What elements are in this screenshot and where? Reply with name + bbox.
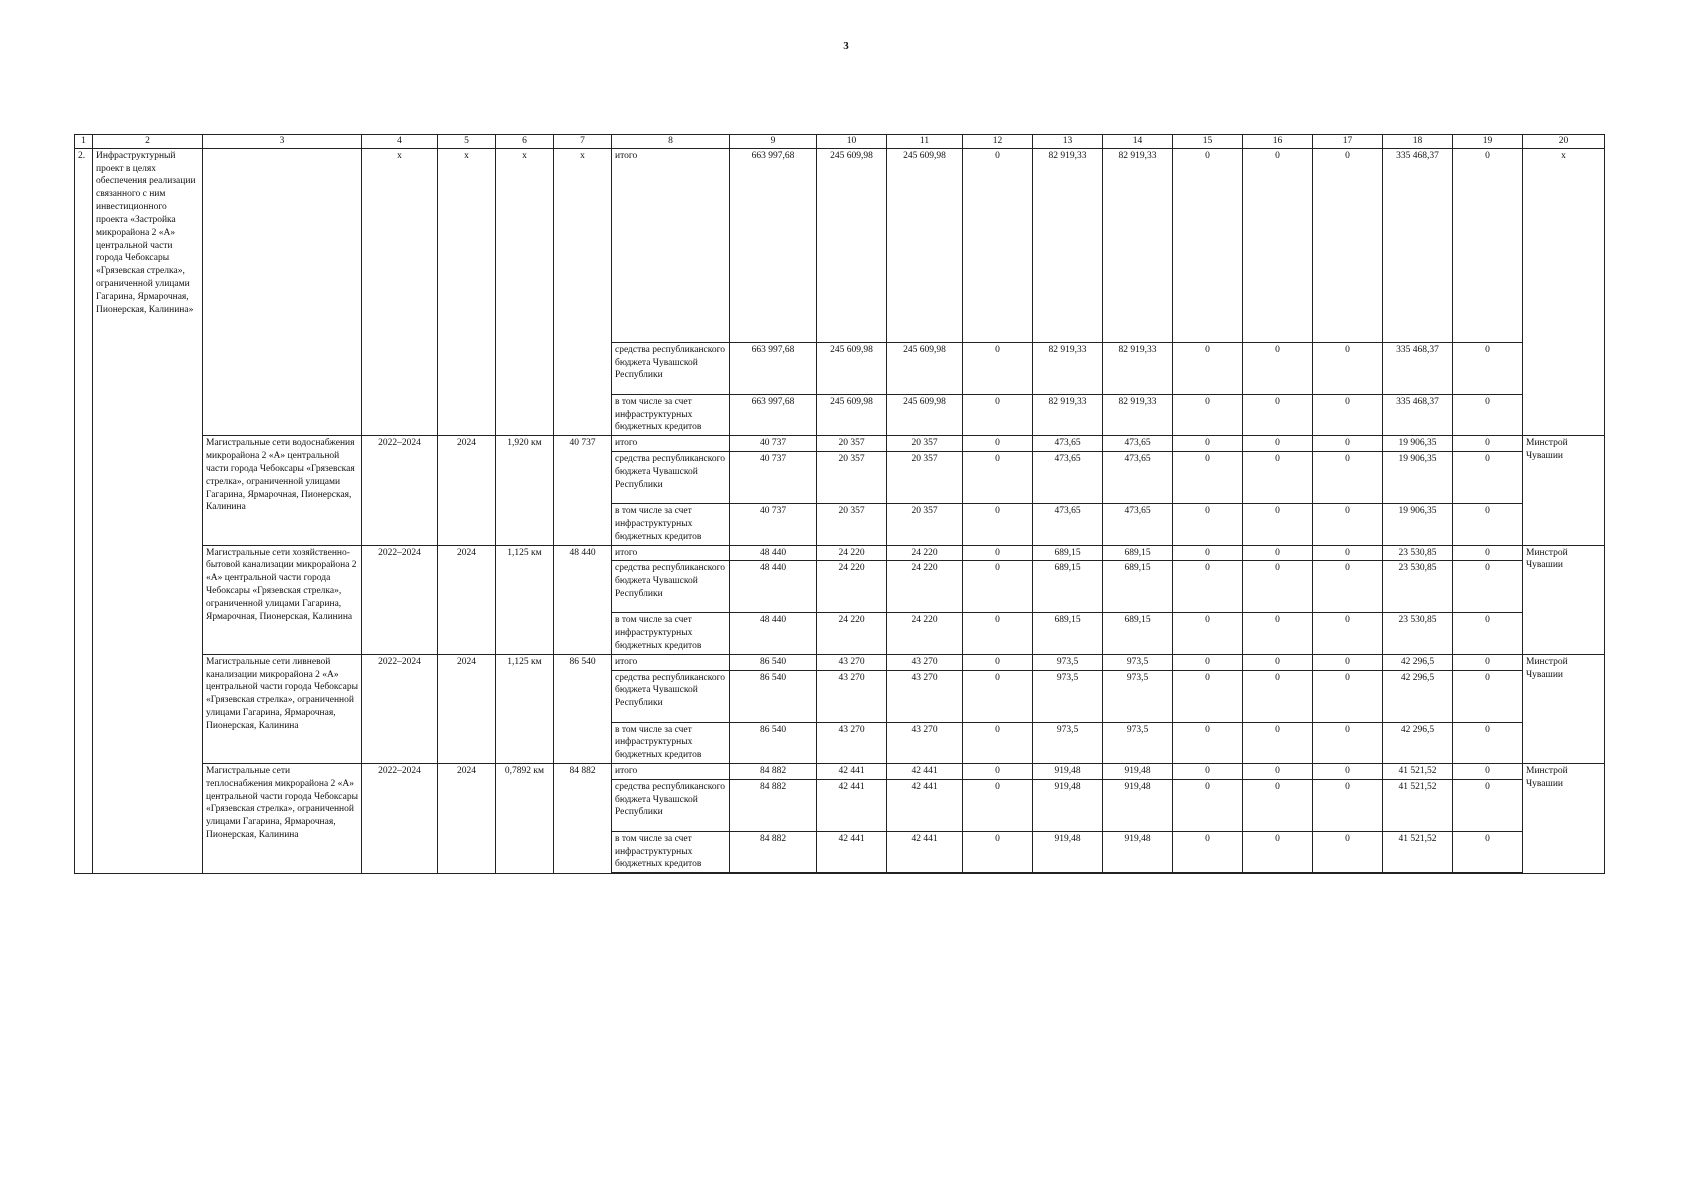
value-cell-col-9: 84 882 — [730, 764, 817, 780]
value-cell-col-16: 0 — [1243, 654, 1313, 670]
value-cell-col-19: 0 — [1453, 452, 1523, 504]
object-agency: Минстрой Чувашии — [1523, 654, 1605, 763]
value-cell-col-9: 48 440 — [730, 545, 817, 561]
project-row-total — [75, 148, 1605, 342]
value-cell-col-9: 40 737 — [730, 452, 817, 504]
value-cell-col-17: 0 — [1313, 452, 1383, 504]
value-cell-col-13: 82 919,33 — [1033, 342, 1103, 394]
value-cell-col-15: 0 — [1173, 831, 1243, 873]
value-cell-col-19: 0 — [1453, 561, 1523, 613]
column-number-3: 3 — [203, 135, 362, 149]
value-cell-col-11: 43 270 — [887, 654, 963, 670]
value-cell-col-19: 0 — [1453, 342, 1523, 394]
value-cell-col-19: 0 — [1453, 436, 1523, 452]
value-cell-col-10: 245 609,98 — [817, 148, 887, 342]
funding-label: итого — [612, 654, 730, 670]
value-cell-col-14: 973,5 — [1103, 722, 1173, 763]
value-cell-col-16: 0 — [1243, 342, 1313, 394]
column-number-5: 5 — [438, 135, 496, 149]
value-cell-col-11: 245 609,98 — [887, 148, 963, 342]
value-cell-col-18: 335 468,37 — [1383, 342, 1453, 394]
value-cell-col-9: 86 540 — [730, 654, 817, 670]
value-cell-col-11: 20 357 — [887, 452, 963, 504]
value-cell-col-10: 42 441 — [817, 764, 887, 780]
value-cell-col-15: 0 — [1173, 764, 1243, 780]
value-cell-col-18: 41 521,52 — [1383, 831, 1453, 873]
value-cell-col-18: 335 468,37 — [1383, 148, 1453, 342]
value-cell-col-14: 689,15 — [1103, 545, 1173, 561]
value-cell-col-15: 0 — [1173, 613, 1243, 654]
value-cell-col-11: 42 441 — [887, 831, 963, 873]
value-cell-col-11: 43 270 — [887, 670, 963, 722]
value-cell-col-14: 82 919,33 — [1103, 148, 1173, 342]
value-cell-col-10: 24 220 — [817, 545, 887, 561]
value-cell-col-17: 0 — [1313, 779, 1383, 831]
value-cell-col-12: 0 — [963, 561, 1033, 613]
value-cell-col-19: 0 — [1453, 654, 1523, 670]
value-cell-col-17: 0 — [1313, 764, 1383, 780]
column-number-1: 1 — [75, 135, 93, 149]
value-cell-col-16: 0 — [1243, 561, 1313, 613]
object-cost: 40 737 — [554, 436, 612, 545]
value-cell-col-10: 42 441 — [817, 779, 887, 831]
column-number-15: 15 — [1173, 135, 1243, 149]
value-cell-col-13: 473,65 — [1033, 504, 1103, 545]
object-4-row-total — [75, 764, 1605, 780]
value-cell-col-16: 0 — [1243, 779, 1313, 831]
value-cell-col-11: 24 220 — [887, 561, 963, 613]
column-number-11: 11 — [887, 135, 963, 149]
value-cell-col-10: 42 441 — [817, 831, 887, 873]
value-cell-col-18: 335 468,37 — [1383, 394, 1453, 435]
value-cell-col-13: 689,15 — [1033, 545, 1103, 561]
object-cost: 86 540 — [554, 654, 612, 763]
value-cell-col-17: 0 — [1313, 148, 1383, 342]
value-cell-col-11: 245 609,98 — [887, 394, 963, 435]
value-cell-col-10: 245 609,98 — [817, 342, 887, 394]
value-cell-col-13: 973,5 — [1033, 722, 1103, 763]
value-cell-col-15: 0 — [1173, 779, 1243, 831]
value-cell-col-13: 689,15 — [1033, 561, 1103, 613]
object-2-row-total — [75, 545, 1605, 561]
value-cell-col-17: 0 — [1313, 670, 1383, 722]
value-cell-col-14: 689,15 — [1103, 561, 1173, 613]
funding-label: в том числе за счет инфраструктурных бюджетных кредитов — [612, 831, 730, 873]
funding-label: итого — [612, 764, 730, 780]
value-cell-col-10: 20 357 — [817, 452, 887, 504]
value-cell-col-17: 0 — [1313, 722, 1383, 763]
value-cell-col-14: 973,5 — [1103, 670, 1173, 722]
funding-label: средства республиканского бюджета Чувашской Республики — [612, 779, 730, 831]
value-cell-col-13: 82 919,33 — [1033, 394, 1103, 435]
object-year: 2024 — [438, 545, 496, 654]
value-cell-col-19: 0 — [1453, 613, 1523, 654]
project-c5: x — [438, 148, 496, 435]
funding-label: средства республиканского бюджета Чувашской Республики — [612, 561, 730, 613]
value-cell-col-12: 0 — [963, 452, 1033, 504]
value-cell-col-9: 40 737 — [730, 436, 817, 452]
value-cell-col-10: 24 220 — [817, 561, 887, 613]
object-capacity: 0,7892 км — [496, 764, 554, 874]
value-cell-col-10: 20 357 — [817, 504, 887, 545]
value-cell-col-15: 0 — [1173, 722, 1243, 763]
project-empty-c3 — [203, 148, 362, 435]
value-cell-col-10: 43 270 — [817, 670, 887, 722]
column-number-row — [75, 135, 1605, 149]
value-cell-col-16: 0 — [1243, 452, 1313, 504]
value-cell-col-9: 663 997,68 — [730, 148, 817, 342]
value-cell-col-16: 0 — [1243, 670, 1313, 722]
value-cell-col-18: 19 906,35 — [1383, 504, 1453, 545]
project-c20: x — [1523, 148, 1605, 435]
object-period: 2022–2024 — [362, 545, 438, 654]
value-cell-col-14: 82 919,33 — [1103, 394, 1173, 435]
value-cell-col-14: 473,65 — [1103, 504, 1173, 545]
value-cell-col-19: 0 — [1453, 722, 1523, 763]
project-c6: x — [496, 148, 554, 435]
value-cell-col-13: 689,15 — [1033, 613, 1103, 654]
value-cell-col-9: 663 997,68 — [730, 342, 817, 394]
value-cell-col-16: 0 — [1243, 764, 1313, 780]
object-period: 2022–2024 — [362, 654, 438, 763]
value-cell-col-15: 0 — [1173, 670, 1243, 722]
value-cell-col-18: 42 296,5 — [1383, 670, 1453, 722]
value-cell-col-16: 0 — [1243, 504, 1313, 545]
funding-label: в том числе за счет инфраструктурных бюджетных кредитов — [612, 613, 730, 654]
value-cell-col-13: 973,5 — [1033, 670, 1103, 722]
value-cell-col-16: 0 — [1243, 722, 1313, 763]
object-agency: Минстрой Чувашии — [1523, 436, 1605, 545]
value-cell-col-11: 42 441 — [887, 779, 963, 831]
value-cell-col-15: 0 — [1173, 452, 1243, 504]
value-cell-col-14: 473,65 — [1103, 436, 1173, 452]
page-number: 3 — [843, 40, 849, 52]
value-cell-col-14: 689,15 — [1103, 613, 1173, 654]
value-cell-col-18: 23 530,85 — [1383, 613, 1453, 654]
value-cell-col-18: 19 906,35 — [1383, 452, 1453, 504]
funding-label: итого — [612, 148, 730, 342]
object-name: Магистральные сети хозяйственно-бытовой канализации микрорайона 2 «А» центральной части города Чебоксары «Грязевская стрелка», ограниченной улицами Гагарина, Ярмарочная, Пионерская, Калинина — [203, 545, 362, 654]
value-cell-col-9: 48 440 — [730, 561, 817, 613]
value-cell-col-15: 0 — [1173, 148, 1243, 342]
value-cell-col-14: 973,5 — [1103, 654, 1173, 670]
value-cell-col-11: 245 609,98 — [887, 342, 963, 394]
value-cell-col-15: 0 — [1173, 394, 1243, 435]
value-cell-col-17: 0 — [1313, 436, 1383, 452]
column-number-14: 14 — [1103, 135, 1173, 149]
value-cell-col-9: 84 882 — [730, 779, 817, 831]
value-cell-col-14: 82 919,33 — [1103, 342, 1173, 394]
value-cell-col-14: 919,48 — [1103, 779, 1173, 831]
row-number: 2. — [75, 148, 93, 873]
value-cell-col-14: 919,48 — [1103, 831, 1173, 873]
value-cell-col-18: 42 296,5 — [1383, 654, 1453, 670]
value-cell-col-12: 0 — [963, 831, 1033, 873]
value-cell-col-19: 0 — [1453, 504, 1523, 545]
column-number-19: 19 — [1453, 135, 1523, 149]
value-cell-col-17: 0 — [1313, 545, 1383, 561]
value-cell-col-19: 0 — [1453, 779, 1523, 831]
object-1-row-total — [75, 436, 1605, 452]
value-cell-col-13: 919,48 — [1033, 764, 1103, 780]
value-cell-col-12: 0 — [963, 504, 1033, 545]
value-cell-col-16: 0 — [1243, 394, 1313, 435]
object-capacity: 1,125 км — [496, 654, 554, 763]
object-cost: 84 882 — [554, 764, 612, 874]
value-cell-col-13: 473,65 — [1033, 436, 1103, 452]
value-cell-col-10: 24 220 — [817, 613, 887, 654]
value-cell-col-12: 0 — [963, 613, 1033, 654]
value-cell-col-16: 0 — [1243, 436, 1313, 452]
value-cell-col-11: 20 357 — [887, 504, 963, 545]
object-year: 2024 — [438, 436, 496, 545]
value-cell-col-9: 40 737 — [730, 504, 817, 545]
value-cell-col-12: 0 — [963, 342, 1033, 394]
column-number-6: 6 — [496, 135, 554, 149]
budget-table-wrapper — [74, 134, 1604, 874]
value-cell-col-17: 0 — [1313, 613, 1383, 654]
value-cell-col-17: 0 — [1313, 654, 1383, 670]
funding-label: итого — [612, 436, 730, 452]
value-cell-col-19: 0 — [1453, 148, 1523, 342]
value-cell-col-15: 0 — [1173, 504, 1243, 545]
value-cell-col-17: 0 — [1313, 394, 1383, 435]
value-cell-col-13: 973,5 — [1033, 654, 1103, 670]
value-cell-col-15: 0 — [1173, 561, 1243, 613]
value-cell-col-11: 43 270 — [887, 722, 963, 763]
column-number-12: 12 — [963, 135, 1033, 149]
project-name: Инфраструктурный проект в целях обеспечения реализации связанного с ним инвестиционного проекта «Застройка микрорайона 2 «А» центральной части города Чебоксары «Грязевская стрелка», ограниченной улицами Гагарина, Ярмарочная, Пионерская, Калинина» — [93, 148, 203, 873]
value-cell-col-18: 41 521,52 — [1383, 764, 1453, 780]
value-cell-col-12: 0 — [963, 545, 1033, 561]
value-cell-col-16: 0 — [1243, 831, 1313, 873]
column-number-18: 18 — [1383, 135, 1453, 149]
value-cell-col-10: 20 357 — [817, 436, 887, 452]
value-cell-col-12: 0 — [963, 670, 1033, 722]
value-cell-col-15: 0 — [1173, 545, 1243, 561]
value-cell-col-11: 20 357 — [887, 436, 963, 452]
value-cell-col-15: 0 — [1173, 654, 1243, 670]
value-cell-col-13: 919,48 — [1033, 779, 1103, 831]
value-cell-col-14: 473,65 — [1103, 452, 1173, 504]
value-cell-col-9: 663 997,68 — [730, 394, 817, 435]
value-cell-col-17: 0 — [1313, 831, 1383, 873]
value-cell-col-16: 0 — [1243, 613, 1313, 654]
value-cell-col-18: 23 530,85 — [1383, 561, 1453, 613]
value-cell-col-13: 473,65 — [1033, 452, 1103, 504]
object-3-row-total — [75, 654, 1605, 670]
value-cell-col-9: 48 440 — [730, 613, 817, 654]
value-cell-col-9: 84 882 — [730, 831, 817, 873]
value-cell-col-10: 43 270 — [817, 722, 887, 763]
column-number-20: 20 — [1523, 135, 1605, 149]
value-cell-col-17: 0 — [1313, 504, 1383, 545]
column-number-17: 17 — [1313, 135, 1383, 149]
value-cell-col-19: 0 — [1453, 764, 1523, 780]
value-cell-col-14: 919,48 — [1103, 764, 1173, 780]
column-number-13: 13 — [1033, 135, 1103, 149]
value-cell-col-18: 42 296,5 — [1383, 722, 1453, 763]
value-cell-col-15: 0 — [1173, 342, 1243, 394]
value-cell-col-16: 0 — [1243, 545, 1313, 561]
value-cell-col-9: 86 540 — [730, 722, 817, 763]
value-cell-col-18: 19 906,35 — [1383, 436, 1453, 452]
value-cell-col-12: 0 — [963, 394, 1033, 435]
value-cell-col-19: 0 — [1453, 394, 1523, 435]
value-cell-col-11: 24 220 — [887, 545, 963, 561]
value-cell-col-15: 0 — [1173, 436, 1243, 452]
funding-label: итого — [612, 545, 730, 561]
column-number-2: 2 — [93, 135, 203, 149]
column-number-10: 10 — [817, 135, 887, 149]
column-number-16: 16 — [1243, 135, 1313, 149]
value-cell-col-12: 0 — [963, 148, 1033, 342]
object-name: Магистральные сети ливневой канализации микрорайона 2 «А» центральной части города Чебоксары «Грязевская стрелка», ограниченной улицами Гагарина, Ярмарочная, Пионерская, Калинина — [203, 654, 362, 763]
funding-label: средства республиканского бюджета Чувашской Республики — [612, 670, 730, 722]
object-agency: Минстрой Чувашии — [1523, 545, 1605, 654]
funding-label: средства республиканского бюджета Чувашской Республики — [612, 342, 730, 394]
column-number-7: 7 — [554, 135, 612, 149]
funding-label: средства республиканского бюджета Чувашской Республики — [612, 452, 730, 504]
value-cell-col-19: 0 — [1453, 670, 1523, 722]
value-cell-col-17: 0 — [1313, 561, 1383, 613]
object-name: Магистральные сети теплоснабжения микрорайона 2 «А» центральной части города Чебоксары «Грязевская стрелка», ограниченной улицами Гагарина, Ярмарочная, Пионерская, Калинина — [203, 764, 362, 874]
value-cell-col-19: 0 — [1453, 831, 1523, 873]
object-period: 2022–2024 — [362, 764, 438, 874]
value-cell-col-18: 41 521,52 — [1383, 779, 1453, 831]
value-cell-col-13: 82 919,33 — [1033, 148, 1103, 342]
column-number-8: 8 — [612, 135, 730, 149]
value-cell-col-12: 0 — [963, 764, 1033, 780]
object-name: Магистральные сети водоснабжения микрорайона 2 «А» центральной части города Чебоксары «Грязевская стрелка», ограниченной улицами Гагарина, Ярмарочная, Пионерская, Калинина — [203, 436, 362, 545]
value-cell-col-16: 0 — [1243, 148, 1313, 342]
value-cell-col-18: 23 530,85 — [1383, 545, 1453, 561]
project-c7: x — [554, 148, 612, 435]
value-cell-col-10: 43 270 — [817, 654, 887, 670]
value-cell-col-9: 86 540 — [730, 670, 817, 722]
object-cost: 48 440 — [554, 545, 612, 654]
value-cell-col-12: 0 — [963, 779, 1033, 831]
value-cell-col-12: 0 — [963, 654, 1033, 670]
column-number-4: 4 — [362, 135, 438, 149]
value-cell-col-12: 0 — [963, 436, 1033, 452]
object-period: 2022–2024 — [362, 436, 438, 545]
project-c4: x — [362, 148, 438, 435]
value-cell-col-10: 245 609,98 — [817, 394, 887, 435]
object-year: 2024 — [438, 654, 496, 763]
column-number-9: 9 — [730, 135, 817, 149]
object-agency: Минстрой Чувашии — [1523, 764, 1605, 874]
value-cell-col-11: 24 220 — [887, 613, 963, 654]
value-cell-col-13: 919,48 — [1033, 831, 1103, 873]
value-cell-col-17: 0 — [1313, 342, 1383, 394]
object-year: 2024 — [438, 764, 496, 874]
value-cell-col-19: 0 — [1453, 545, 1523, 561]
object-capacity: 1,125 км — [496, 545, 554, 654]
value-cell-col-11: 42 441 — [887, 764, 963, 780]
funding-label: в том числе за счет инфраструктурных бюджетных кредитов — [612, 722, 730, 763]
value-cell-col-12: 0 — [963, 722, 1033, 763]
funding-label: в том числе за счет инфраструктурных бюджетных кредитов — [612, 394, 730, 435]
object-capacity: 1,920 км — [496, 436, 554, 545]
funding-label: в том числе за счет инфраструктурных бюджетных кредитов — [612, 504, 730, 545]
budget-table — [74, 134, 1605, 874]
